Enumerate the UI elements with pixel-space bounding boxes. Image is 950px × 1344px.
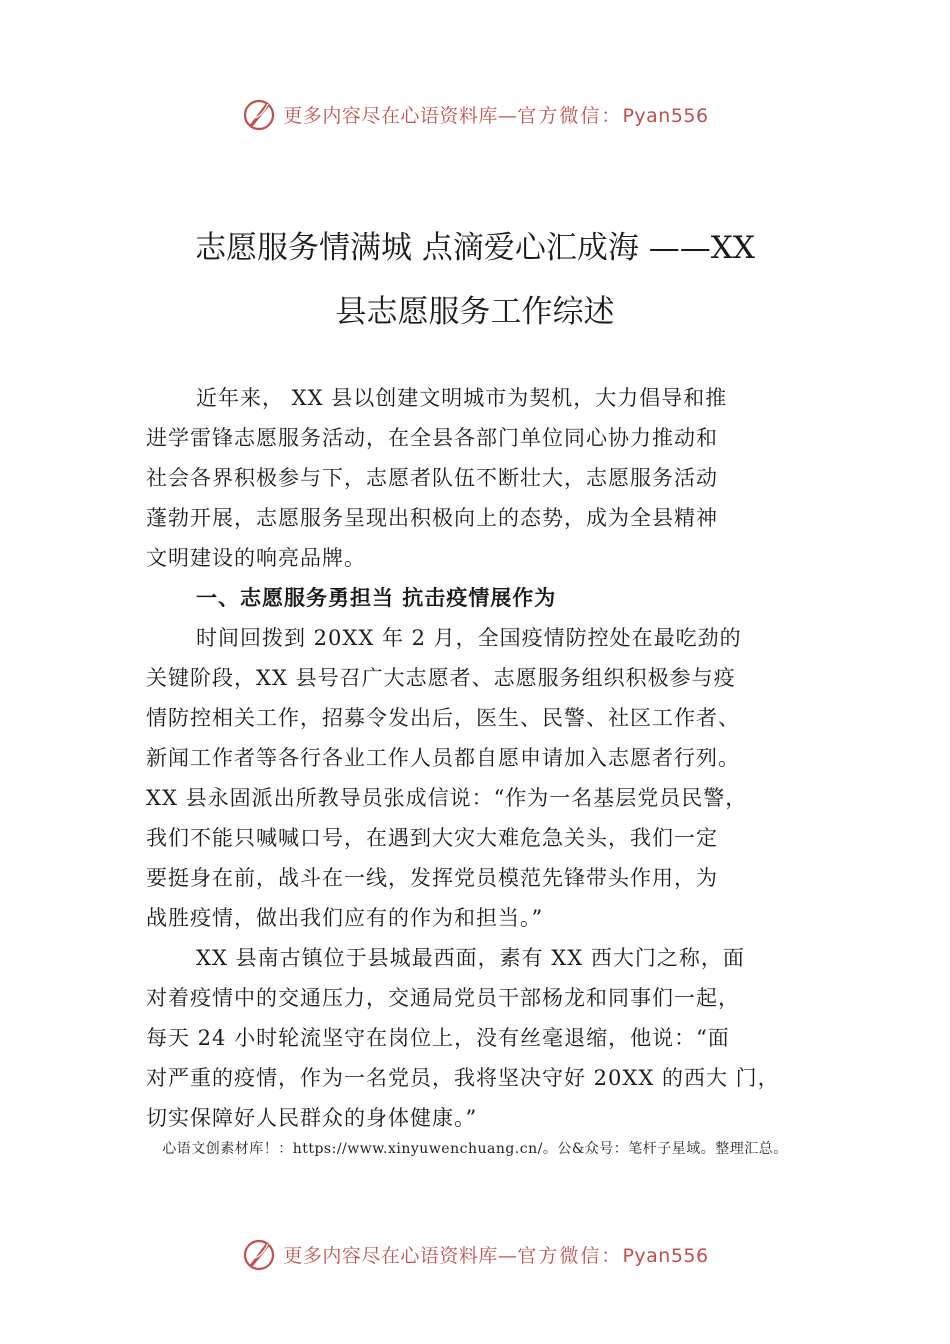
para2-line: 切实保障好人民群众的身体健康。” [146, 1106, 478, 1130]
para1-line: 时间回拨到 20XX 年 2 月，全国疫情防控处在最吃劲的 [196, 626, 742, 650]
para2-line: XX 县南古镇位于县城最西面，素有 XX 西大门之称，面 [196, 946, 745, 970]
intro-line: 进学雷锋志愿服务活动，在全县各部门单位同心协力推动和 [146, 426, 718, 450]
para1-line: 我们不能只喊喊口号，在遇到大灾大难危急关头，我们一定 [146, 826, 718, 850]
banner-text [283, 1241, 708, 1268]
banner-separator: — [497, 104, 518, 127]
document-title-line-2: 县志愿服务工作综述 [335, 294, 615, 330]
quill-circle-logo-icon [241, 1236, 277, 1272]
banner-brand: 更多内容尽在心语资料库 [283, 104, 498, 127]
para1-line: 关键阶段，XX 县号召广大志愿者、志愿服务组织积极参与疫 [146, 666, 736, 690]
banner-wechat-label: 官方微信： [517, 104, 623, 127]
banner-account: Pyan556 [622, 104, 709, 127]
source-footnote: 心语文创素材库！：https://www.xinyuwenchuang.cn/。公&众号：笔杆子星域。整理汇总。 [162, 1141, 788, 1157]
intro-line: 社会各界积极参与下，志愿者队伍不断壮大，志愿服务活动 [146, 466, 718, 490]
para2-line: 对着疫情中的交通压力，交通局党员干部杨龙和同事们一起， [146, 986, 740, 1010]
banner-separator: — [497, 1244, 518, 1267]
banner-brand: 更多内容尽在心语资料库 [283, 1244, 498, 1267]
para2-line: 对严重的疫情，作为一名党员，我将坚决守好 20XX 的西大 门， [146, 1066, 780, 1090]
para1-line: XX 县永固派出所教导员张成信说：“作为一名基层党员民警， [146, 786, 748, 810]
intro-line: 蓬勃开展，志愿服务呈现出积极向上的态势，成为全县精神 [146, 506, 718, 530]
intro-line: 近年来， XX 县以创建文明城市为契机，大力倡导和推 [196, 386, 728, 410]
document-title-line-1: 志愿服务情满城 点滴爱心汇成海 ——XX [195, 230, 755, 266]
para1-line: 新闻工作者等各行各业工作人员都自愿申请加入志愿者行列。 [146, 746, 740, 770]
intro-line: 文明建设的响亮品牌。 [146, 546, 366, 570]
quill-circle-logo-icon [241, 96, 277, 132]
para2-line: 每天 24 小时轮流坚守在岗位上，没有丝毫退缩，他说：“面 [146, 1026, 730, 1050]
para1-line: 要挺身在前，战斗在一线，发挥党员模范先锋带头作用，为 [146, 866, 718, 890]
banner-account: Pyan556 [622, 1244, 709, 1267]
para1-line: 情防控相关工作，招募令发出后，医生、民警、社区工作者、 [146, 706, 740, 730]
banner-wechat-label: 官方微信： [517, 1244, 623, 1267]
section-heading: 一、志愿服务勇担当 抗击疫情展作为 [196, 586, 557, 610]
para1-line: 战胜疫情，做出我们应有的作为和担当。” [146, 906, 544, 930]
header-banner [0, 92, 950, 136]
banner-text [283, 101, 708, 128]
footer-banner [0, 1232, 950, 1276]
document-body [146, 378, 836, 1138]
